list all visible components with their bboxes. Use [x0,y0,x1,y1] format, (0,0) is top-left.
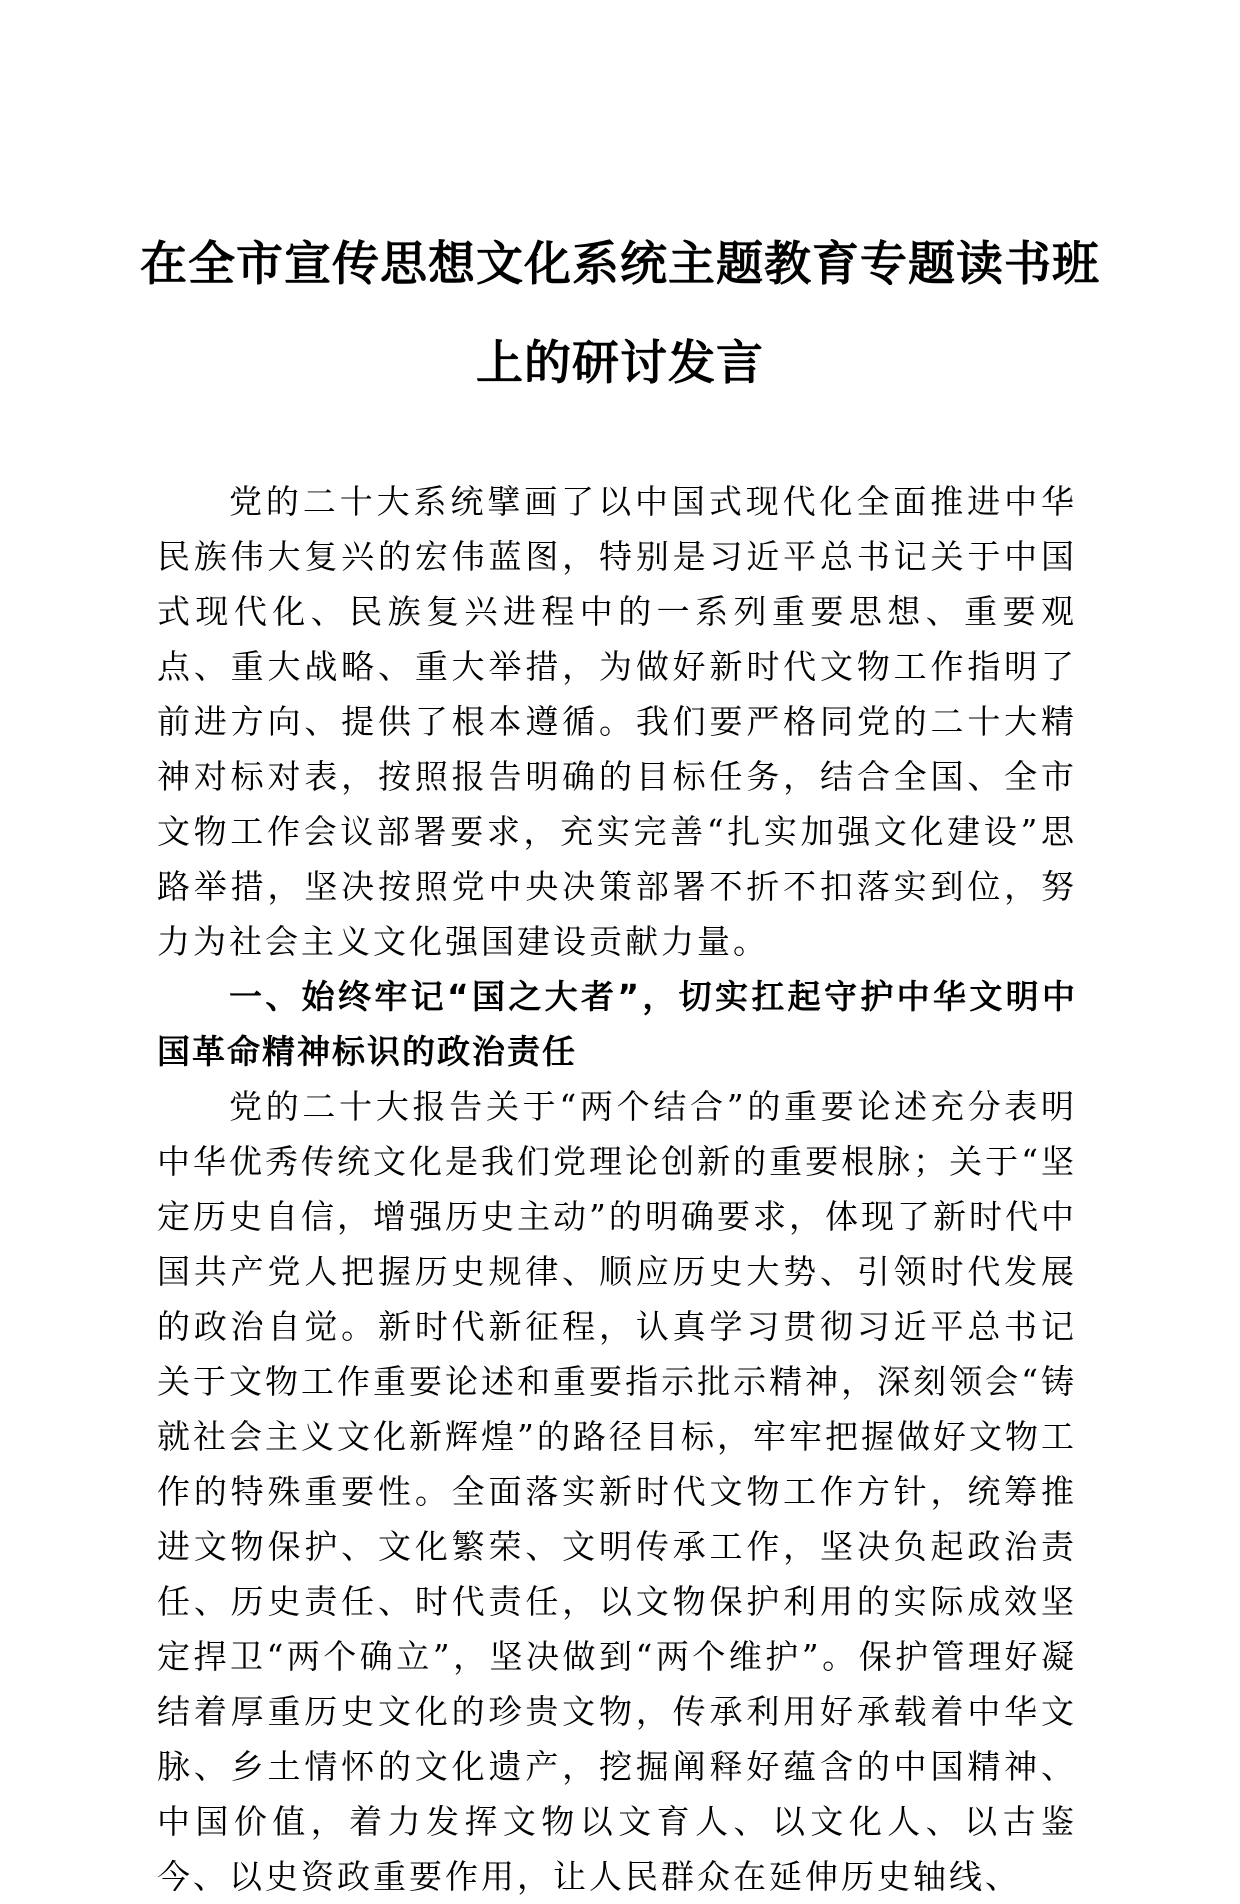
section-1-paragraph: 党的二十大报告关于“两个结合”的重要论述充分表明中华优秀传统文化是我们党理论创新的重要根脉；关于“坚定历史自信，增强历史主动”的明确要求，体现了新时代中国共产党人把握历史规律、顺应历史大势、引领时代发展的政治自觉。新时代新征程，认真学习贯彻习近平总书记关于文物工作重要论述和重要指示批示精神，深刻领会“铸就社会主义文化新辉煌”的路径目标，牢牢把握做好文物工作的特殊重要性。全面落实新时代文物工作方针，统筹推进文物保护、文化繁荣、文明传承工作，坚决负起政治责任、历史责任、时代责任，以文物保护利用的实际成效坚定捍卫“两个确立”，坚决做到“两个维护”。保护管理好凝结着厚重历史文化的珍贵文物，传承利用好承载着中华文脉、乡土情怀的文化遗产，挖掘阐释好蕴含的中国精神、中国价值，着力发挥文物以文育人、以文化人、以古鉴今、以史资政重要作用，让人民群众在延伸历史轴线、 [157,1087,1077,1896]
document-title-line-2: 上的研讨发言 [476,336,764,391]
intro-paragraph: 党的二十大系统擘画了以中国式现代化全面推进中华民族伟大复兴的宏伟蓝图，特别是习近平总书记关于中国式现代化、民族复兴进程中的一系列重要思想、重要观点、重大战略、重大举措，为做好新时代文物工作指明了前进方向、提供了根本遵循。我们要严格同党的二十大精神对标对表，按照报告明确的目标任务，结合全国、全市文物工作会议部署要求，充实完善“扎实加强文化建设”思路举措，坚决按照党中央决策部署不折不扣落实到位，努力为社会主义文化强国建设贡献力量。 [157,482,1077,961]
section-heading-1: 一、始终牢记“国之大者”，切实扛起守护中华文明中国革命精神标识的政治责任 [157,977,1077,1071]
document-title [130,215,1110,413]
document-body [157,474,1077,1904]
document-title-line-1: 在全市宣传思想文化系统主题教育专题读书班 [140,237,1100,292]
